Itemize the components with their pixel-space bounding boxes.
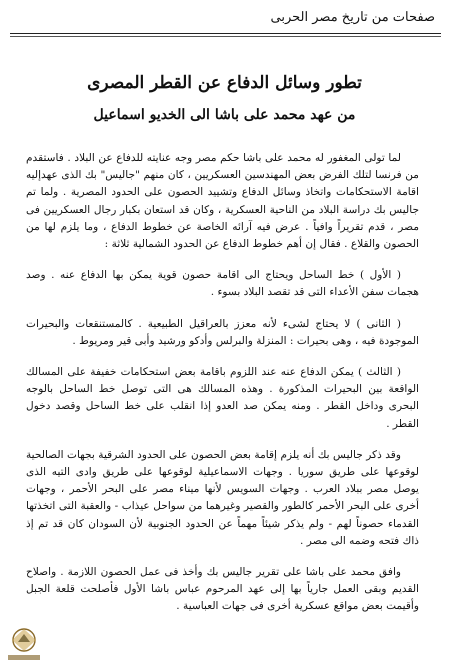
paragraph-third-line: ( الثالث ) يمكن الدفاع عنه عند اللزوم باقامة بعض استحكامات خفيفة على المسالك الواقعة بين البحيرات المذكورة . وهذه المسالك هى التى توصل خط الساحل بالوجه البحرى وداخل القطر . ومنه يمكن صد العدو إذا انقلب على خط الساحل وقصد دخول القطر . xyxy=(26,366,419,430)
paragraph-second-line: ( الثانى ) لا يحتاج لشىء لأنه معزز بالعراقيل الطبيعية . كالمستنقعات والبحيرات الموجودة فيه ، وهى بحيرات : المنزلة والبرلس وأدكو ورشيد وأبى قير ومريوط . xyxy=(26,317,419,347)
paragraph-approval: وافق محمد على باشا على تقرير جاليس بك وأخذ فى عمل الحصون اللازمة . واصلاح القديم وبقى العمل جارياً بها إلى عهد المرحوم عباس باشا الأول فأصلحت قلعة الجبل وأقيمت بعض مواقع عسكرية أخرى فى جهات العباسية . xyxy=(26,566,419,613)
running-header: صفحات من تاريخ مصر الحربى xyxy=(270,10,435,25)
chapter-title: تطور وسائل الدفاع عن القطر المصرى xyxy=(87,73,362,93)
chapter-subtitle: من عهد محمد على باشا الى الخديو اسماعيل xyxy=(93,107,356,123)
forum-logo-graphic xyxy=(4,624,44,664)
paragraph-eastern-borders: وقد ذكر جاليس بك أنه يلزم إقامة بعض الحصون على الحدود الشرقية بجهات الصالحية لوقوعها على طريق سوريا . وجهات الاسماعيلية لوقوعها على طريق وادى التيه الذى يوصل مصر ببلاد العرب . وجهات السويس لأنها ميناء مصر على البحر الأحمر ، وجهات أخرى على البحر الأحمر كالطور والقصير وغيرهما من سواحل عيذاب - والعقبة التى اتخذتها القدماء حصوناً لهم - ولم يذكر شيئاً مهماً عن الحدود الجنوبية لأن السودان كان قد تم إذ ذاك فتحه وضمه الى مصر . xyxy=(26,448,419,547)
body-text xyxy=(26,150,419,630)
paragraph-intro: لما تولى المغفور له محمد على باشا حكم مصر وجه عنايته للدفاع عن البلاد . فاستقدم من فرنسا لتلك الفرض بعض المهندسين العسكريين ، كان منهم "جاليس" بك الذى عهدإليه اقامة الاستحكامات واتخاذ وسائل الدفاع وتشييد الحصون على الحدود المصرية . ولما تم جاليس بك دراسة البلاد من الناحية العسكرية ، وكان قد استعان بكبار رجال العسكريين فى مصر ، قدم تقريراً وافياً . عرض فيه آرائه الخاصة عن خطوط الدفاع ، وما يلزم لها من الحصون والقلاع . فقال إن أهم خطوط الدفاع عن الحدود الشمالية ثلاثة : xyxy=(26,152,419,251)
forum-logo-icon xyxy=(4,624,44,664)
header-rule-thin xyxy=(10,36,441,37)
paragraph-first-line: ( الأول ) خط الساحل ويحتاج الى اقامة حصون قوية يمكن بها الدفاع عنه . وصد هجمات سفن الأعداء التى قد تقصد البلاد بسوء . xyxy=(26,269,419,299)
header-rule xyxy=(10,33,441,34)
